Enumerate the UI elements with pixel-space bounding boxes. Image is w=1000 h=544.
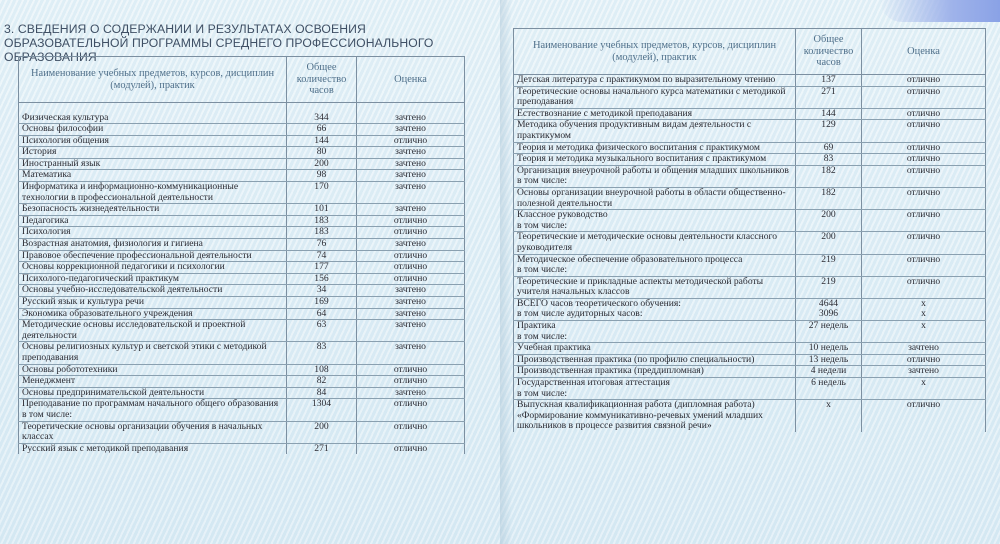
table-row bbox=[19, 113, 465, 124]
grade-cell: зачтено bbox=[862, 366, 986, 378]
table-row bbox=[514, 142, 986, 154]
grade-cell: х bbox=[862, 309, 986, 320]
hours-cell: 144 bbox=[287, 135, 357, 147]
table-row bbox=[19, 124, 465, 136]
grade-cell: отлично bbox=[862, 86, 986, 108]
hours-cell: 170 bbox=[287, 182, 357, 204]
subject-cell: Психолого-педагогический практикум bbox=[19, 273, 287, 285]
subject-cell: Психология общения bbox=[19, 135, 287, 147]
table-row bbox=[19, 103, 465, 113]
table-row bbox=[514, 176, 986, 187]
grade-cell: отлично bbox=[862, 108, 986, 120]
table-row bbox=[514, 187, 986, 209]
grade-cell: зачтено bbox=[357, 170, 465, 182]
grade-cell: зачтено bbox=[357, 239, 465, 251]
hours-cell: 64 bbox=[287, 308, 357, 320]
hours-cell: 144 bbox=[796, 108, 862, 120]
grade-cell bbox=[862, 265, 986, 276]
hours-cell bbox=[796, 176, 862, 187]
grade-cell: зачтено bbox=[357, 308, 465, 320]
table-row bbox=[19, 250, 465, 262]
grade-cell: отлично bbox=[357, 273, 465, 285]
hours-cell: 98 bbox=[287, 170, 357, 182]
hours-cell: 6 недель bbox=[796, 378, 862, 389]
subject-cell: ВСЕГО часов теоретического обучения: bbox=[514, 298, 796, 309]
hours-cell: 10 недель bbox=[796, 343, 862, 355]
hours-cell: 27 недель bbox=[796, 321, 862, 332]
table-row bbox=[19, 410, 465, 421]
subject-cell: Классное руководство bbox=[514, 210, 796, 221]
subject-cell: в том числе: bbox=[514, 389, 796, 400]
grade-cell: отлично bbox=[862, 120, 986, 142]
hours-cell: 101 bbox=[287, 204, 357, 216]
grade-cell bbox=[357, 410, 465, 421]
grade-cell: зачтено bbox=[357, 147, 465, 159]
table-row bbox=[19, 158, 465, 170]
subject-cell: в том числе: bbox=[19, 410, 287, 421]
subject-cell: Иностранный язык bbox=[19, 158, 287, 170]
subject-cell: Информатика и информационно-коммуникационные технологии в профессиональной деятельности bbox=[19, 182, 287, 204]
table-row bbox=[19, 273, 465, 285]
right-header-row bbox=[514, 29, 986, 75]
subject-cell: История bbox=[19, 147, 287, 159]
grade-cell: отлично bbox=[357, 250, 465, 262]
subject-cell: Основы учебно-исследовательской деятельности bbox=[19, 285, 287, 297]
grade-cell: отлично bbox=[357, 215, 465, 227]
subject-cell: Основы робототехники bbox=[19, 364, 287, 376]
page-fold bbox=[500, 0, 512, 544]
subject-cell: Педагогика bbox=[19, 215, 287, 227]
grade-cell: отлично bbox=[862, 187, 986, 209]
hours-cell: 76 bbox=[287, 239, 357, 251]
table-row bbox=[19, 399, 465, 410]
hours-cell: 13 недель bbox=[796, 354, 862, 366]
table-row bbox=[19, 262, 465, 274]
grade-cell bbox=[862, 389, 986, 400]
table-row bbox=[514, 75, 986, 87]
table-row bbox=[514, 400, 986, 432]
grade-cell: отлично bbox=[357, 421, 465, 443]
table-row bbox=[19, 364, 465, 376]
hours-cell: 219 bbox=[796, 254, 862, 265]
hours-cell: 271 bbox=[796, 86, 862, 108]
table-row bbox=[514, 165, 986, 176]
subject-cell: Основы организации внеурочной работы в области общественно-полезной деятельности bbox=[514, 187, 796, 209]
subject-cell: Безопасность жизнедеятельности bbox=[19, 204, 287, 216]
hours-cell: 177 bbox=[287, 262, 357, 274]
table-row bbox=[514, 276, 986, 298]
hours-cell: 344 bbox=[287, 113, 357, 124]
table-row bbox=[514, 265, 986, 276]
hours-cell: 182 bbox=[796, 165, 862, 176]
table-row bbox=[19, 387, 465, 399]
grade-cell bbox=[862, 176, 986, 187]
decorative-wave bbox=[880, 0, 1000, 22]
subject-cell: Выпускная квалификационная работа (дипломная работа) «Формирование коммуникативно-речевых умений младших школьников в процессе развития связной речи» bbox=[514, 400, 796, 432]
grade-cell: отлично bbox=[862, 400, 986, 432]
grade-cell: отлично bbox=[357, 443, 465, 454]
subject-cell: Психология bbox=[19, 227, 287, 239]
subject-cell: Основы коррекционной педагогики и психологии bbox=[19, 262, 287, 274]
subject-cell: Физическая культура bbox=[19, 113, 287, 124]
hours-cell: 183 bbox=[287, 227, 357, 239]
subject-cell: Преподавание по программам начального общего образования bbox=[19, 399, 287, 410]
hours-cell: 3096 bbox=[796, 309, 862, 320]
subject-cell: Основы философии bbox=[19, 124, 287, 136]
table-row bbox=[514, 389, 986, 400]
subject-cell: в том числе: bbox=[514, 176, 796, 187]
grade-cell: зачтено bbox=[357, 113, 465, 124]
grade-cell: х bbox=[862, 378, 986, 389]
grade-cell: отлично bbox=[862, 232, 986, 254]
subject-cell: Менеджмент bbox=[19, 376, 287, 388]
table-row bbox=[19, 308, 465, 320]
table-row bbox=[514, 332, 986, 343]
grade-cell: отлично bbox=[357, 135, 465, 147]
subject-cell: Производственная практика (по профилю специальности) bbox=[514, 354, 796, 366]
hours-cell: 4 недели bbox=[796, 366, 862, 378]
hours-cell: 63 bbox=[287, 320, 357, 342]
grade-cell: х bbox=[862, 298, 986, 309]
subject-cell: в том числе: bbox=[514, 265, 796, 276]
subject-cell: Естествознание с методикой преподавания bbox=[514, 108, 796, 120]
subject-cell: Теоретические и методические основы деятельности классного руководителя bbox=[514, 232, 796, 254]
table-row bbox=[19, 147, 465, 159]
hours-cell: 137 bbox=[796, 75, 862, 87]
table-row bbox=[514, 354, 986, 366]
table-row bbox=[19, 376, 465, 388]
subject-cell: Теория и методика физического воспитания с практикумом bbox=[514, 142, 796, 154]
subject-cell: Основы религиозных культур и светской этики с методикой преподавания bbox=[19, 342, 287, 364]
hours-cell: 69 bbox=[796, 142, 862, 154]
subject-cell bbox=[19, 103, 287, 113]
grade-cell: отлично bbox=[862, 254, 986, 265]
table-row bbox=[19, 170, 465, 182]
grade-cell: зачтено bbox=[357, 182, 465, 204]
grade-cell: отлично bbox=[862, 142, 986, 154]
hours-cell: 219 bbox=[796, 276, 862, 298]
hours-cell: 66 bbox=[287, 124, 357, 136]
hours-cell: 183 bbox=[287, 215, 357, 227]
hours-cell bbox=[796, 332, 862, 343]
table-row bbox=[19, 320, 465, 342]
hours-cell: 83 bbox=[287, 342, 357, 364]
grade-cell: отлично bbox=[862, 276, 986, 298]
hours-cell: 271 bbox=[287, 443, 357, 454]
hours-cell: 182 bbox=[796, 187, 862, 209]
hours-cell: 84 bbox=[287, 387, 357, 399]
table-row bbox=[514, 254, 986, 265]
subject-cell: Методика обучения продуктивным видам деятельности с практикумом bbox=[514, 120, 796, 142]
subject-cell: Русский язык с методикой преподавания bbox=[19, 443, 287, 454]
grade-cell: отлично bbox=[862, 165, 986, 176]
left-header-row bbox=[19, 57, 465, 103]
grade-cell: отлично bbox=[357, 227, 465, 239]
table-row bbox=[514, 309, 986, 320]
subject-cell: Теоретические основы организации обучения в начальных классах bbox=[19, 421, 287, 443]
table-row bbox=[514, 366, 986, 378]
grade-cell: зачтено bbox=[357, 124, 465, 136]
grade-cell bbox=[862, 221, 986, 232]
table-row bbox=[514, 343, 986, 355]
table-row bbox=[19, 182, 465, 204]
table-row bbox=[514, 120, 986, 142]
subject-cell: Математика bbox=[19, 170, 287, 182]
hours-cell bbox=[796, 389, 862, 400]
grade-header: Оценка bbox=[862, 29, 986, 75]
table-row bbox=[514, 232, 986, 254]
subject-cell: Учебная практика bbox=[514, 343, 796, 355]
table-row bbox=[19, 215, 465, 227]
subject-header: Наименование учебных предметов, курсов, дисциплин (модулей), практик bbox=[19, 57, 287, 103]
subject-cell: Теоретические основы начального курса математики с методикой преподавания bbox=[514, 86, 796, 108]
hours-cell: 200 bbox=[287, 421, 357, 443]
hours-cell: 80 bbox=[287, 147, 357, 159]
hours-header: Общее количество часов bbox=[796, 29, 862, 75]
table-row bbox=[19, 443, 465, 454]
grade-cell: отлично bbox=[357, 364, 465, 376]
hours-cell: 74 bbox=[287, 250, 357, 262]
table-row bbox=[19, 342, 465, 364]
subject-cell: в том числе: bbox=[514, 221, 796, 232]
hours-cell: х bbox=[796, 400, 862, 432]
grade-cell: отлично bbox=[862, 75, 986, 87]
subject-cell: Производственная практика (преддипломная) bbox=[514, 366, 796, 378]
hours-cell: 156 bbox=[287, 273, 357, 285]
right-results-table bbox=[513, 28, 986, 432]
grade-cell: отлично bbox=[862, 210, 986, 221]
hours-cell bbox=[796, 221, 862, 232]
hours-header: Общее количество часов bbox=[287, 57, 357, 103]
table-row bbox=[514, 154, 986, 166]
grade-cell: отлично bbox=[357, 262, 465, 274]
hours-cell: 34 bbox=[287, 285, 357, 297]
table-row bbox=[19, 297, 465, 309]
table-row bbox=[19, 239, 465, 251]
table-row bbox=[514, 378, 986, 389]
subject-cell: Детская литература с практикумом по выразительному чтению bbox=[514, 75, 796, 87]
subject-cell: Методическое обеспечение образовательного процесса bbox=[514, 254, 796, 265]
hours-cell: 108 bbox=[287, 364, 357, 376]
table-row bbox=[19, 204, 465, 216]
subject-header: Наименование учебных предметов, курсов, дисциплин (модулей), практик bbox=[514, 29, 796, 75]
grade-cell: отлично bbox=[357, 399, 465, 410]
subject-cell: Основы предпринимательской деятельности bbox=[19, 387, 287, 399]
grade-cell: отлично bbox=[357, 376, 465, 388]
hours-cell bbox=[287, 103, 357, 113]
table-row bbox=[19, 227, 465, 239]
grade-cell: х bbox=[862, 321, 986, 332]
subject-cell: в том числе: bbox=[514, 332, 796, 343]
table-row bbox=[19, 285, 465, 297]
grade-cell: зачтено bbox=[862, 343, 986, 355]
grade-cell: зачтено bbox=[357, 285, 465, 297]
subject-cell: Государственная итоговая аттестация bbox=[514, 378, 796, 389]
table-row bbox=[514, 221, 986, 232]
left-results-table bbox=[18, 56, 465, 454]
grade-cell: зачтено bbox=[357, 320, 465, 342]
table-row bbox=[514, 210, 986, 221]
hours-cell: 1304 bbox=[287, 399, 357, 410]
hours-cell: 4644 bbox=[796, 298, 862, 309]
grade-cell: зачтено bbox=[357, 158, 465, 170]
grade-cell: отлично bbox=[862, 354, 986, 366]
table-row bbox=[19, 421, 465, 443]
table-row bbox=[514, 321, 986, 332]
hours-cell bbox=[796, 265, 862, 276]
subject-cell: Практика bbox=[514, 321, 796, 332]
hours-cell: 83 bbox=[796, 154, 862, 166]
subject-cell: Методические основы исследовательской и проектной деятельности bbox=[19, 320, 287, 342]
hours-cell: 82 bbox=[287, 376, 357, 388]
hours-cell: 200 bbox=[287, 158, 357, 170]
grade-cell: зачтено bbox=[357, 387, 465, 399]
table-row bbox=[514, 86, 986, 108]
table-row bbox=[19, 135, 465, 147]
subject-cell: Организация внеурочной работы и общения младших школьников bbox=[514, 165, 796, 176]
hours-cell bbox=[287, 410, 357, 421]
section-title: 3. СВЕДЕНИЯ О СОДЕРЖАНИИ И РЕЗУЛЬТАТАХ ОСВОЕНИЯ ОБРАЗОВАТЕЛЬНОЙ ПРОГРАММЫ СРЕДНЕГО ПРОФЕССИОНАЛЬНОГО ОБРАЗОВАНИЯ bbox=[4, 22, 434, 64]
subject-cell: Русский язык и культура речи bbox=[19, 297, 287, 309]
grade-cell: отлично bbox=[862, 154, 986, 166]
hours-cell: 169 bbox=[287, 297, 357, 309]
grade-cell: зачтено bbox=[357, 297, 465, 309]
subject-cell: Теория и методика музыкального воспитания с практикумом bbox=[514, 154, 796, 166]
table-row bbox=[514, 108, 986, 120]
subject-cell: Возрастная анатомия, физиология и гигиена bbox=[19, 239, 287, 251]
subject-cell: Экономика образовательного учреждения bbox=[19, 308, 287, 320]
grade-cell: зачтено bbox=[357, 342, 465, 364]
grade-cell bbox=[862, 332, 986, 343]
hours-cell: 200 bbox=[796, 232, 862, 254]
grade-header: Оценка bbox=[357, 57, 465, 103]
subject-cell: Теоретические и прикладные аспекты методической работы учителя начальных классов bbox=[514, 276, 796, 298]
grade-cell: зачтено bbox=[357, 204, 465, 216]
subject-cell: Правовое обеспечение профессиональной деятельности bbox=[19, 250, 287, 262]
hours-cell: 200 bbox=[796, 210, 862, 221]
hours-cell: 129 bbox=[796, 120, 862, 142]
subject-cell: в том числе аудиторных часов: bbox=[514, 309, 796, 320]
grade-cell bbox=[357, 103, 465, 113]
